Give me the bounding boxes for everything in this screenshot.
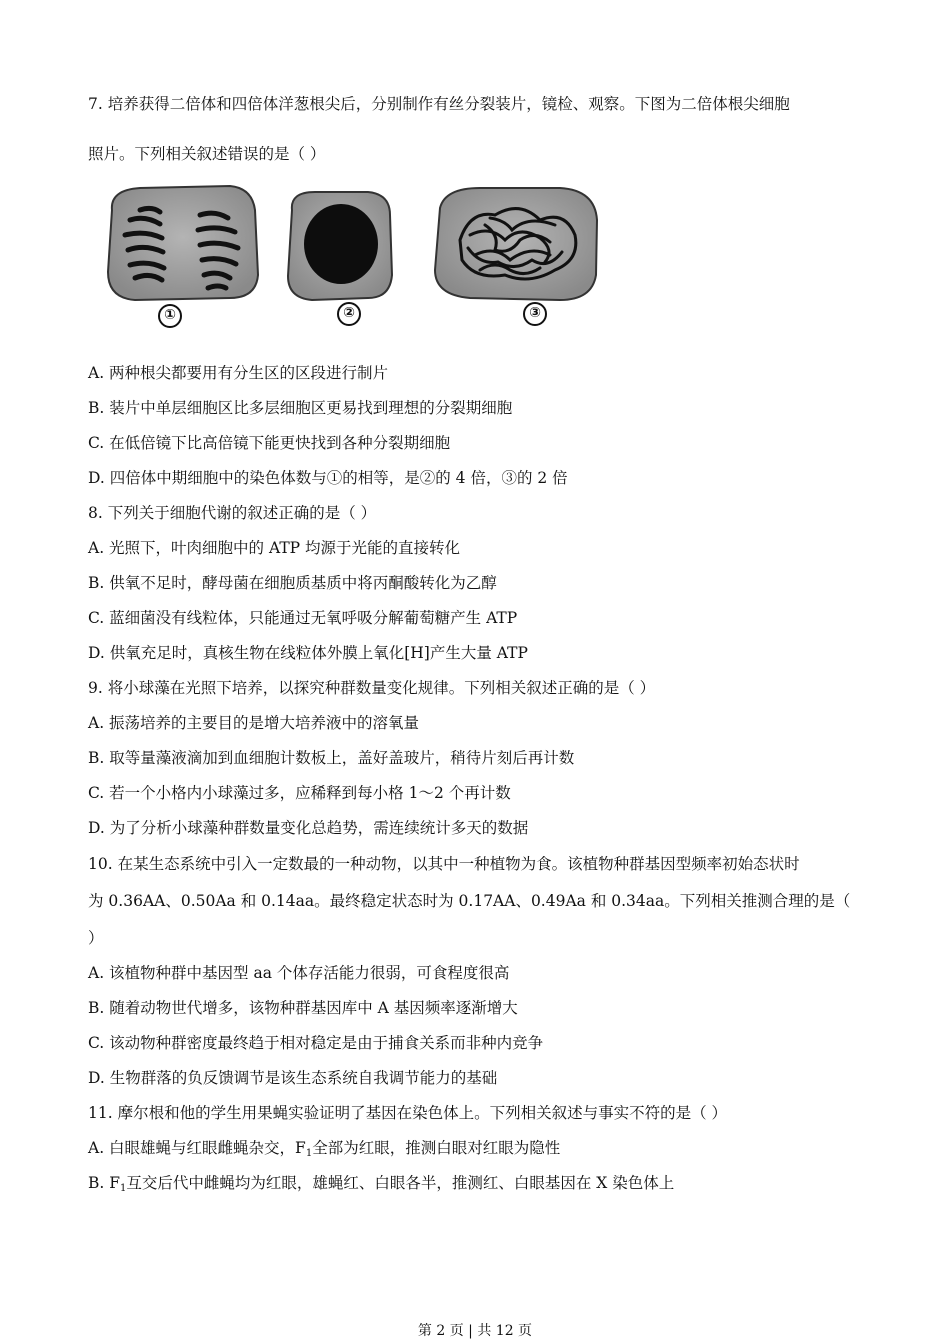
figure-label-1: ① (158, 304, 182, 328)
cell-2-interphase (288, 192, 392, 300)
q11-option-a-text-post: 全部为红眼，推测白眼对红眼为隐性 (312, 1139, 561, 1157)
q7-option-a: A. 两种根尖都要用有分生区的区段进行制片 (88, 364, 389, 382)
q10-option-c: C. 该动物种群密度最终趋于相对稳定是由于捕食关系而非种内竞争 (88, 1034, 544, 1052)
page-footer: 第 2 页 | 共 12 页 (417, 1323, 533, 1339)
q7-option-c: C. 在低倍镜下比高倍镜下能更快找到各种分裂期细胞 (88, 434, 451, 452)
q10-stem-line2: 为 0.36AA、0.50Aa 和 0.14aa。最终稳定状态时为 0.17AA、0.49Aa 和 0.34aa。下列相关推测合理的是（ (88, 892, 851, 910)
q11-option-b-text-pre: B. F (88, 1174, 120, 1192)
q8-stem: 8. 下列关于细胞代谢的叙述正确的是（ ） (88, 504, 377, 522)
q8-option-c: C. 蓝细菌没有线粒体，只能通过无氧呼吸分解葡萄糖产生 ATP (88, 609, 518, 627)
q11-option-a-text-pre: A. 白眼雄蝇与红眼雌蝇杂交，F (88, 1139, 306, 1157)
figure-label-2: ② (337, 302, 361, 326)
q7-option-d: D. 四倍体中期细胞中的染色体数与①的相等，是②的 4 倍，③的 2 倍 (88, 469, 568, 487)
q7-stem-line1: 7. 培养获得二倍体和四倍体洋葱根尖后，分别制作有丝分裂装片，镜检、观察。下图为二倍体根尖细胞 (88, 95, 790, 113)
q10-stem-line3: ） (88, 929, 104, 947)
q9-stem: 9. 将小球藻在光照下培养，以探究种群数量变化规律。下列相关叙述正确的是（ ） (88, 679, 656, 697)
subscript-1: 1 (305, 1148, 313, 1159)
q11-stem: 11. 摩尔根和他的学生用果蝇实验证明了基因在染色体上。下列相关叙述与事实不符的是（ ） (88, 1104, 728, 1122)
q10-option-b: B. 随着动物世代增多，该物种群基因库中 A 基因频率逐渐增大 (88, 999, 518, 1017)
cell-3-prophase (435, 188, 597, 300)
q9-option-b: B. 取等量藻液滴加到血细胞计数板上，盖好盖玻片，稍待片刻后再计数 (88, 749, 575, 767)
cell-1-anaphase (108, 186, 258, 300)
q8-option-d: D. 供氧充足时，真核生物在线粒体外膜上氧化[H]产生大量 ATP (88, 644, 528, 662)
q11-option-b-text-post: 互交后代中雌蝇均为红眼，雄蝇红、白眼各半，推测红、白眼基因在 X 染色体上 (126, 1174, 675, 1192)
q9-option-a: A. 振荡培养的主要目的是增大培养液中的溶氧量 (88, 714, 420, 732)
q9-option-c: C. 若一个小格内小球藻过多，应稀释到每小格 1～2 个再计数 (88, 784, 511, 802)
q11-option-a (88, 1137, 560, 1165)
figure-label-3: ③ (523, 302, 547, 326)
q10-option-a: A. 该植物种群中基因型 aa 个体存活能力很弱，可食程度很高 (88, 964, 510, 982)
q8-option-a: A. 光照下，叶肉细胞中的 ATP 均源于光能的直接转化 (88, 539, 461, 557)
q10-stem-line1: 10. 在某生态系统中引入一定数最的一种动物，以其中一种植物为食。该植物种群基因型频率初始态状时 (88, 855, 800, 873)
q7-option-b: B. 装片中单层细胞区比多层细胞区更易找到理想的分裂期细胞 (88, 399, 513, 417)
q9-option-d: D. 为了分析小球藻种群数量变化总趋势，需连续统计多天的数据 (88, 819, 529, 837)
q7-stem-line2: 照片。下列相关叙述错误的是（ ） (88, 145, 326, 163)
subscript-1: 1 (120, 1183, 127, 1194)
q11-option-b (88, 1172, 674, 1200)
mitosis-figure (100, 180, 620, 340)
q10-option-d: D. 生物群落的负反馈调节是该生态系统自我调节能力的基础 (88, 1069, 498, 1087)
q8-option-b: B. 供氧不足时，酵母菌在细胞质基质中将丙酮酸转化为乙醇 (88, 574, 497, 592)
